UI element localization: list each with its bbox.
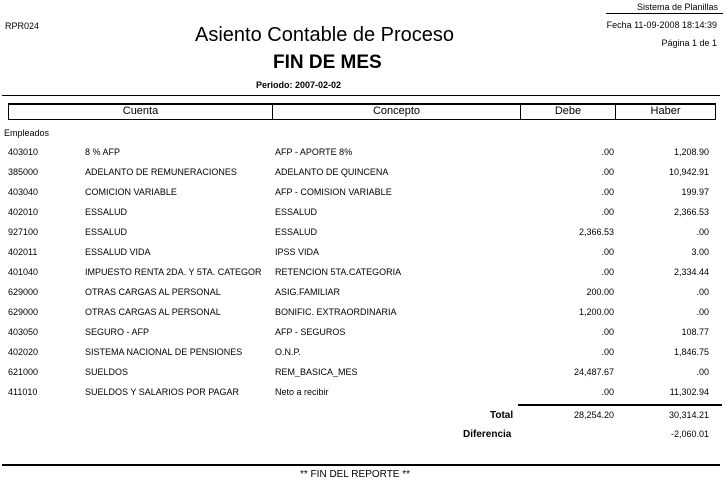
cell-haber: 2,366.53: [673, 207, 709, 217]
cell-code: 621000: [8, 367, 39, 377]
cell-haber: 108.77: [681, 327, 709, 337]
table-row: [0, 387, 726, 403]
cell-haber: .00: [696, 227, 709, 237]
cell-debe: .00: [601, 167, 614, 177]
cell-cuenta: ESSALUD: [85, 207, 128, 217]
cell-haber: 1,208.90: [673, 147, 709, 157]
table-row: [0, 307, 726, 323]
column-header-cuenta: Cuenta: [122, 105, 159, 117]
diferencia-label: Diferencia: [463, 429, 512, 440]
cell-concepto: REM_BASICA_MES: [275, 367, 358, 377]
cell-code: 403040: [8, 187, 39, 197]
cell-cuenta: OTRAS CARGAS AL PERSONAL: [85, 307, 221, 317]
cell-concepto: ADELANTO DE QUINCENA: [275, 167, 389, 177]
diferencia-value: -2,060.01: [670, 429, 709, 439]
column-header-concepto: Concepto: [372, 105, 421, 117]
cell-concepto: Neto a recibir: [275, 387, 329, 397]
totals-rule: [518, 404, 722, 406]
footer-rule: [2, 464, 720, 466]
cell-concepto: BONIFIC. EXTRAORDINARIA: [275, 307, 397, 317]
column-header-haber: Haber: [650, 105, 681, 117]
cell-code: 402011: [8, 247, 38, 257]
table-row: [0, 367, 726, 383]
cell-concepto: AFP - APORTE 8%: [275, 147, 353, 157]
report-date: Fecha 11-09-2008 18:14:39: [606, 20, 717, 30]
cell-debe: .00: [601, 147, 614, 157]
report-footer: ** FIN DEL REPORTE **: [300, 469, 411, 480]
table-row: [0, 287, 726, 303]
table-row: [0, 227, 726, 243]
report-subtitle: FIN DE MES: [273, 52, 382, 73]
cell-code: 411010: [8, 387, 38, 397]
cell-concepto: AFP - COMISION VARIABLE: [275, 187, 392, 197]
cell-debe: 1,200.00: [578, 307, 614, 317]
cell-debe: .00: [601, 207, 614, 217]
cell-code: 401040: [8, 267, 39, 277]
cell-concepto: ESSALUD: [275, 227, 318, 237]
total-haber: 30,314.21: [668, 410, 709, 420]
table-row: [0, 167, 726, 183]
cell-code: 629000: [8, 287, 39, 297]
cell-haber: .00: [696, 367, 709, 377]
cell-debe: .00: [601, 387, 614, 397]
cell-cuenta: COMICION VARIABLE: [85, 187, 177, 197]
header-top-rule: [2, 95, 720, 96]
cell-code: 402020: [8, 347, 39, 357]
cell-haber: 3.00: [691, 247, 709, 257]
column-header-debe: Debe: [554, 105, 582, 117]
cell-cuenta: SISTEMA NACIONAL DE PENSIONES: [85, 347, 243, 357]
cell-haber: 1,846.75: [673, 347, 709, 357]
cell-cuenta: SUELDOS: [85, 367, 129, 377]
cell-code: 385000: [8, 167, 39, 177]
cell-concepto: IPSS VIDA: [275, 247, 320, 257]
table-row: [0, 347, 726, 363]
cell-concepto: ASIG.FAMILIAR: [275, 287, 341, 297]
table-row: [0, 187, 726, 203]
cell-cuenta: OTRAS CARGAS AL PERSONAL: [85, 287, 221, 297]
page-number: Página 1 de 1: [661, 38, 717, 48]
cell-code: 403050: [8, 327, 39, 337]
cell-cuenta: ESSALUD VIDA: [85, 247, 151, 257]
system-name: Sistema de Planillas: [636, 2, 718, 12]
cell-debe: .00: [601, 247, 614, 257]
table-row: [0, 207, 726, 223]
table-row: [0, 267, 726, 283]
report-title: Asiento Contable de Proceso: [195, 24, 455, 46]
cell-debe: .00: [601, 327, 614, 337]
cell-cuenta: SEGURO - AFP: [85, 327, 150, 337]
cell-cuenta: ADELANTO DE REMUNERACIONES: [85, 167, 237, 177]
cell-concepto: AFP - SEGUROS: [275, 327, 346, 337]
cell-haber: 199.97: [681, 187, 709, 197]
cell-debe: 200.00: [586, 287, 614, 297]
cell-code: 403010: [8, 147, 39, 157]
table-row: [0, 247, 726, 263]
cell-haber: 11,302.94: [669, 387, 709, 397]
cell-debe: .00: [601, 267, 614, 277]
report-code: RPR024: [5, 21, 40, 31]
cell-concepto: RETENCION 5TA.CATEGORIA: [275, 267, 402, 277]
cell-cuenta: ESSALUD: [85, 227, 128, 237]
top-rule: [606, 13, 723, 14]
cell-cuenta: SUELDOS Y SALARIOS POR PAGAR: [85, 387, 240, 397]
table-row: [0, 327, 726, 343]
cell-debe: .00: [601, 187, 614, 197]
cell-cuenta: IMPUESTO RENTA 2DA. Y 5TA. CATEGOR: [85, 267, 262, 277]
report-period: Periodo: 2007-02-02: [256, 80, 342, 90]
total-debe: 28,254.20: [573, 410, 614, 420]
cell-code: 402010: [8, 207, 39, 217]
cell-code: 629000: [8, 307, 39, 317]
cell-debe: .00: [601, 347, 614, 357]
table-row: [0, 147, 726, 163]
section-label: Empleados: [4, 128, 50, 138]
cell-haber: 2,334.44: [673, 267, 709, 277]
cell-cuenta: 8 % AFP: [85, 147, 121, 157]
cell-concepto: O.N.P.: [275, 347, 301, 357]
total-label: Total: [490, 410, 514, 421]
cell-code: 927100: [8, 227, 39, 237]
header-right-border: [715, 103, 716, 120]
cell-haber: .00: [696, 287, 709, 297]
cell-debe: 24,487.67: [573, 367, 614, 377]
cell-debe: 2,366.53: [578, 227, 614, 237]
cell-concepto: ESSALUD: [275, 207, 318, 217]
cell-haber: .00: [696, 307, 709, 317]
header-rule-bottom: [8, 119, 716, 120]
cell-haber: 10,942.91: [668, 167, 709, 177]
